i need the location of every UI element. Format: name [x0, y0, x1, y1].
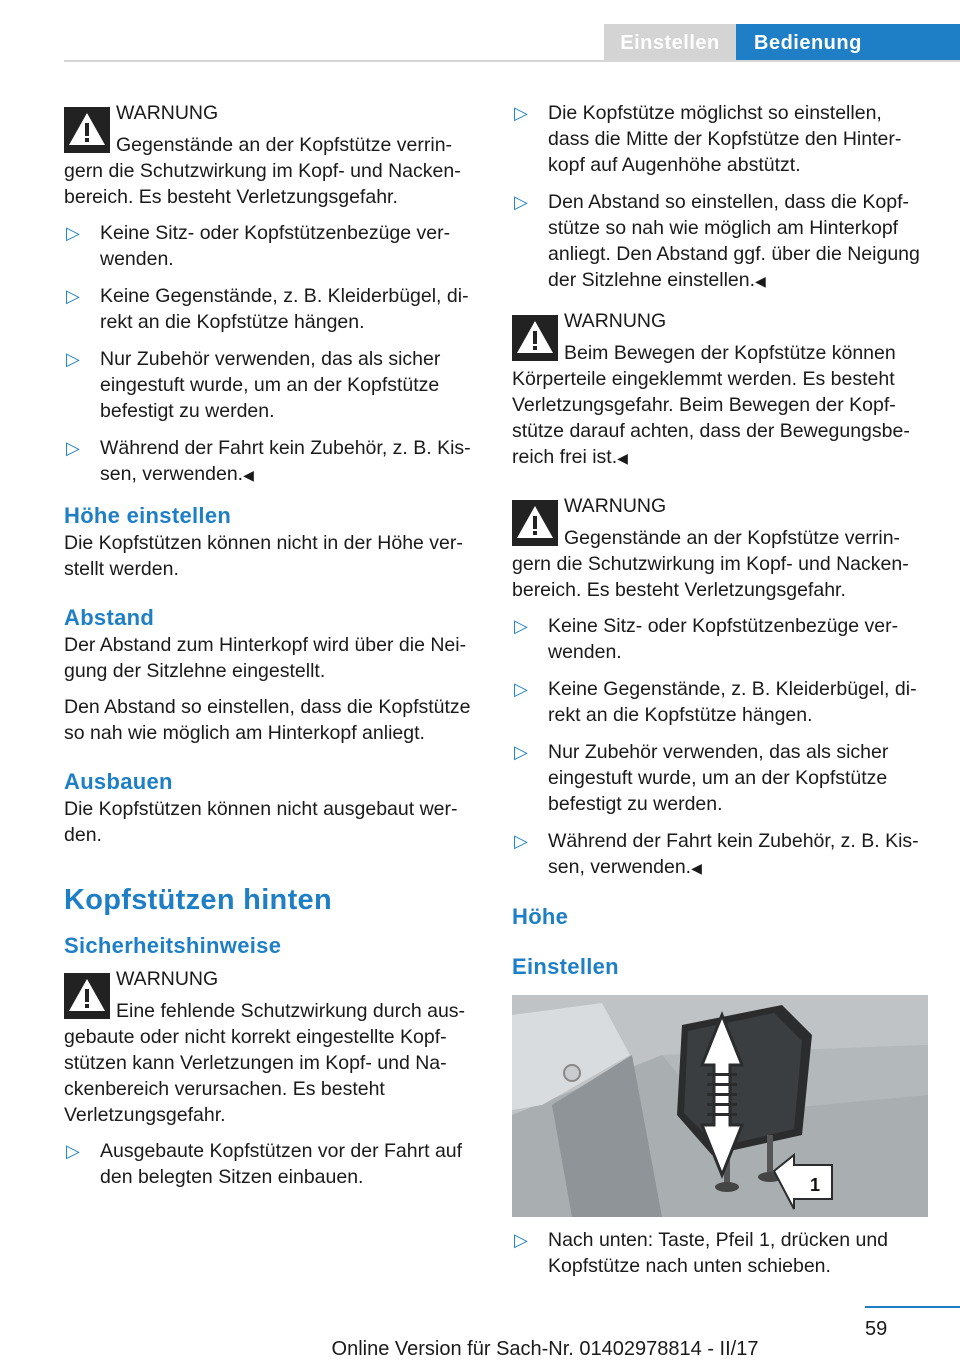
- warning-box-3: [512, 308, 928, 471]
- list-item: [512, 1227, 928, 1279]
- list-item: [64, 346, 480, 424]
- list-item: [512, 189, 928, 294]
- bullet-triangle-icon: ▷: [514, 679, 528, 699]
- warning-box-1: [64, 100, 480, 210]
- end-mark-icon: ◀: [243, 467, 254, 483]
- paragraph-ausbauen: Die Kopfstützen können nicht ausgebaut werden.: [64, 798, 458, 846]
- warning-text: Gegenstände an der Kopfstütze verringern die Schutzwirkung im Kopf- und Nackenbereich. Es besteht Verletzungsgefahr.: [64, 134, 461, 208]
- page-number: 59: [865, 1318, 888, 1340]
- list-item: [64, 283, 480, 335]
- list-item-text: Keine Sitz- oder Kopfstützenbezüge verwenden.: [100, 222, 451, 270]
- heading-sicherheitshinweise: Sicherheitshinweise: [64, 933, 282, 958]
- list-item-text: Während der Fahrt kein Zubehör, z. B. Kissen, verwenden.: [548, 830, 919, 878]
- warning-text: Gegenstände an der Kopfstütze verringern die Schutzwirkung im Kopf- und Nackenbereich. Es besteht Verletzungsgefahr.: [512, 527, 909, 601]
- footer-rule: [865, 1306, 960, 1308]
- bullet-triangle-icon: ▷: [66, 223, 80, 243]
- list-item: [64, 220, 480, 272]
- bullet-triangle-icon: ▷: [514, 616, 528, 636]
- end-mark-icon: ◀: [617, 450, 628, 466]
- warning-list-4: [512, 613, 928, 881]
- list-item-text: Nur Zubehör verwenden, das als sicher eingestuft wurde, um an der Kopfstütze befestigt zu werden.: [548, 741, 889, 815]
- bullet-triangle-icon: ▷: [514, 831, 528, 851]
- heading-abstand: Abstand: [64, 605, 155, 630]
- header-rule: [64, 60, 960, 62]
- right-column: [512, 100, 928, 1290]
- list-item-text: Keine Sitz- oder Kopfstützenbezüge verwenden.: [548, 615, 899, 663]
- warning-icon: [512, 315, 558, 361]
- list-item-text: Keine Gegenstände, z. B. Kleiderbügel, direkt an die Kopfstütze hängen.: [548, 678, 917, 726]
- warning-title: WARNUNG: [116, 968, 219, 990]
- paragraph-abstand-1: Der Abstand zum Hinterkopf wird über die Neigung der Sitzlehne eingestellt.: [64, 634, 467, 682]
- bullet-triangle-icon: ▷: [66, 438, 80, 458]
- list-item: [512, 828, 928, 881]
- list-item: [512, 613, 928, 665]
- warning-list-2: [64, 1138, 480, 1190]
- heading-hoehe-einstellen: Höhe einstellen: [64, 503, 232, 528]
- heading-hoehe: Höhe: [512, 904, 569, 929]
- heading-ausbauen: Ausbauen: [64, 769, 173, 794]
- paragraph-hoehe: Die Kopfstützen können nicht in der Höhe verstellt werden.: [64, 532, 463, 580]
- bullet-triangle-icon: ▷: [66, 349, 80, 369]
- figure-callout-number: 1: [809, 1175, 821, 1195]
- warning-list-1: [64, 220, 480, 488]
- warning-box-4: [512, 493, 928, 603]
- list-item: [512, 676, 928, 728]
- section-title: Kopfstützen hinten: [64, 884, 332, 916]
- end-mark-icon: ◀: [755, 273, 766, 289]
- list-item-text: Ausgebaute Kopfstützen vor der Fahrt auf den belegten Sitzen einbauen.: [100, 1140, 463, 1188]
- footer-text: Online Version für Sach-Nr. 01402978814 - II/17: [331, 1338, 759, 1360]
- list-item: [512, 100, 928, 178]
- warning-text: Eine fehlende Schutzwirkung durch ausgebaute oder nicht korrekt eingestellte Kopfstützen kann Verletzungen im Kopf- und Nackenbereich verursachen. Es besteht Verletzungsgefahr.: [64, 1000, 466, 1126]
- end-mark-icon: ◀: [691, 860, 702, 876]
- bullet-triangle-icon: ▷: [514, 1230, 528, 1250]
- bullet-triangle-icon: ▷: [514, 192, 528, 212]
- list-bottom: [512, 1227, 928, 1279]
- header-tab-bedienung: Bedienung: [736, 24, 960, 62]
- list-item-text: Keine Gegenstände, z. B. Kleiderbügel, direkt an die Kopfstütze hängen.: [100, 285, 469, 333]
- list-item-text: Während der Fahrt kein Zubehör, z. B. Kissen, verwenden.: [100, 437, 471, 485]
- list-item-text: Nach unten: Taste, Pfeil 1, drücken und Kopfstütze nach unten schieben.: [548, 1229, 889, 1277]
- warning-title: WARNUNG: [564, 310, 667, 332]
- list-item: [512, 739, 928, 817]
- warning-title: WARNUNG: [116, 102, 219, 124]
- bullet-triangle-icon: ▷: [66, 286, 80, 306]
- header-tab-einstellen: Einstellen: [604, 24, 736, 62]
- warning-icon: [64, 107, 110, 153]
- left-column: [64, 100, 480, 1201]
- bullet-triangle-icon: ▷: [514, 742, 528, 762]
- list-item-text: Die Kopfstütze möglichst so einstellen, dass die Mitte der Kopfstütze den Hinterkopf auf Augenhöhe abstützt.: [548, 102, 902, 176]
- bullet-triangle-icon: ▷: [514, 103, 528, 123]
- list-item-text: Den Abstand so einstellen, dass die Kopfstütze so nah wie möglich am Hinterkopf anliegt. Den Abstand ggf. über die Neigung der Sitzlehne einstellen.: [548, 191, 920, 291]
- warning-text-body: Beim Bewegen der Kopfstütze können Körperteile eingeklemmt werden. Es besteht Verletzungsgefahr. Beim Bewegen der Kopfstütze darauf achten, dass der Bewegungsbereich frei ist.: [512, 342, 910, 468]
- warning-text: [512, 340, 928, 471]
- headrest-adjustment-figure: [512, 995, 928, 1217]
- paragraph-abstand-2: Den Abstand so einstellen, dass die Kopfstütze so nah wie möglich am Hinterkopf anliegt.: [64, 696, 471, 744]
- list-item: [64, 435, 480, 488]
- bullet-triangle-icon: ▷: [66, 1141, 80, 1161]
- warning-icon: [512, 500, 558, 546]
- heading-einstellen: Einstellen: [512, 954, 619, 979]
- warning-icon: [64, 973, 110, 1019]
- list-top: [512, 100, 928, 294]
- warning-title: WARNUNG: [564, 495, 667, 517]
- list-item: [64, 1138, 480, 1190]
- list-item-text: Nur Zubehör verwenden, das als sicher eingestuft wurde, um an der Kopfstütze befestigt zu werden.: [100, 348, 441, 422]
- warning-box-2: [64, 966, 480, 1128]
